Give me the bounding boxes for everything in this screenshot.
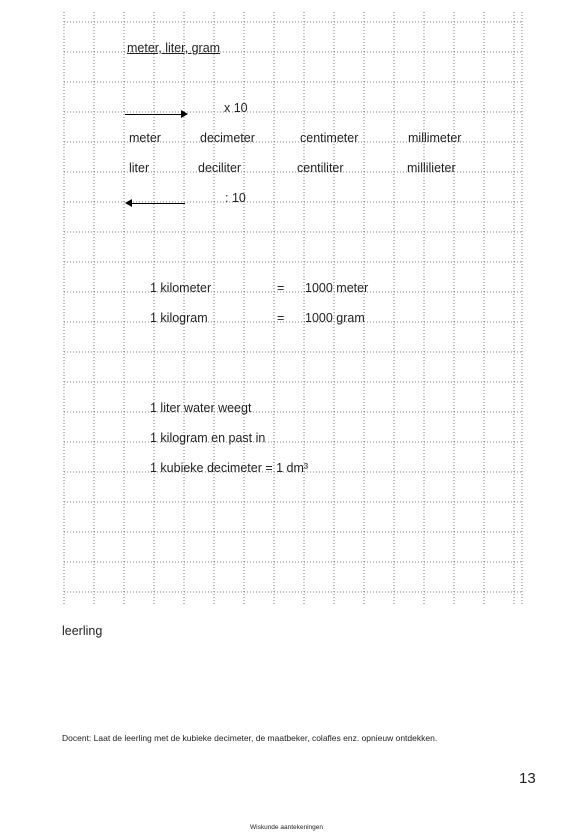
multiply-label: x 10 [224, 101, 248, 115]
footer: Wiskunde aantekeningen [250, 824, 323, 831]
statement-line: 1 kilogram en past in [150, 431, 266, 445]
statement-line: 1 liter water weegt [150, 401, 252, 415]
equality-right: 1000 gram [305, 311, 365, 325]
equality-left: 1 kilogram [150, 311, 208, 325]
multiply-arrow [125, 114, 182, 115]
equality-sign: = [277, 281, 285, 295]
heading: meter, liter, gram [127, 41, 221, 55]
unit-decimeter: decimeter [200, 131, 255, 145]
teacher-note: Docent: Laat de leerling met de kubieke decimeter, de maatbeker, colafles enz. opnieuw ontdekken. [62, 733, 438, 743]
student-label: leerling [62, 624, 103, 638]
equality-left: 1 kilometer [150, 281, 212, 295]
equality-right: 1000 meter [305, 281, 369, 295]
unit-liter: liter [129, 161, 150, 175]
unit-millilieter: millilieter [407, 161, 456, 175]
divide-label: : 10 [225, 191, 246, 205]
page-number: 13 [519, 770, 536, 787]
unit-centiliter: centiliter [297, 161, 344, 175]
unit-meter: meter [129, 131, 161, 145]
unit-deciliter: deciliter [198, 161, 242, 175]
statement-line: 1 kubieke decimeter = 1 dm³ [150, 461, 309, 475]
unit-centimeter: centimeter [300, 131, 359, 145]
unit-millimeter: millimeter [408, 131, 462, 145]
divide-arrow [131, 203, 185, 204]
equality-sign: = [277, 311, 285, 325]
